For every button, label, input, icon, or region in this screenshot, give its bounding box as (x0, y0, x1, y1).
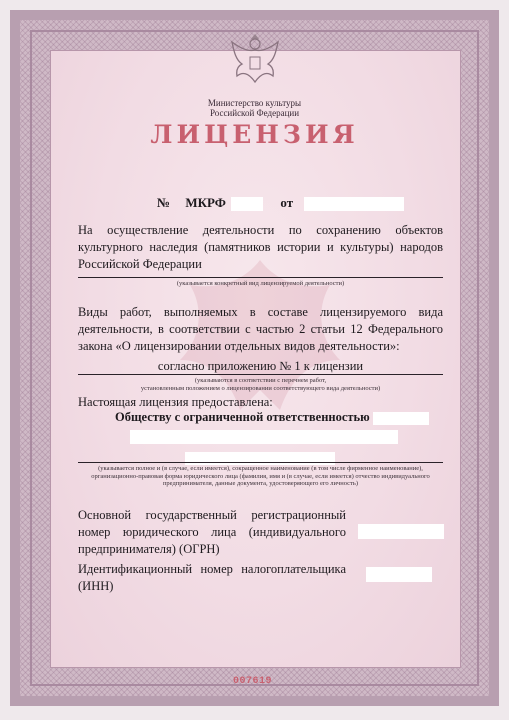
number-sign: № (157, 195, 171, 210)
underline (78, 462, 443, 463)
redacted-address (130, 430, 398, 444)
works-text: Виды работ, выполняемых в составе лицензируемого вида деятельности, в соответствии с частью 2 статьи 12 Федерального закона «О лицензировании отдельных видов деятельности»: (78, 305, 443, 353)
ministry-name (0, 98, 509, 118)
serial-number: 007619 (233, 676, 273, 687)
inn-label-1: Идентификационный номер налогоплательщика (78, 562, 346, 576)
ministry-line-2: Российской Федерации (209, 108, 300, 118)
grantee-name: Обществу с ограниченной ответственностью (115, 410, 370, 424)
redacted-ogrn (358, 524, 444, 539)
coat-of-arms-icon (228, 30, 282, 88)
grantee-caption-2: организационно-правовая форма юридического лица (фамилия, имя и (в случае, если имеется) отчество индивидуального (91, 472, 430, 480)
inn-label-2: (ИНН) (78, 579, 114, 593)
underline (78, 374, 443, 375)
activity-caption: (указывается конкретный вид лицензируемой деятельности) (176, 280, 345, 287)
redacted-details (185, 452, 335, 465)
ogrn-label (78, 507, 346, 558)
redacted-inn (366, 567, 432, 582)
redacted-number (231, 197, 263, 211)
ogrn-label-1: Основной государственный регистрационный (78, 508, 346, 522)
inn-label (78, 561, 346, 595)
ogrn-label-2: номер юридического лица (индивидуального (78, 525, 346, 539)
grantee-name-line (115, 410, 429, 425)
works-caption-1: (указываются в соответствии с перечнем работ, (194, 377, 327, 384)
redacted-date (304, 197, 404, 211)
grantee-caption (78, 465, 443, 488)
activity-text: На осуществление деятельности по сохранению объектов культурного наследия (памятников истории и культуры) народов Российской Федерации (78, 223, 443, 271)
works-caption-2: установленным положением о лицензировании соответствующего вида деятельности) (140, 384, 381, 392)
license-series: МКРФ (185, 195, 226, 210)
ogrn-label-3: предпринимателя) (ОГРН) (78, 542, 220, 556)
underline (78, 277, 443, 278)
grantee-caption-3: предпринимателя, данные документа, удостоверяющего его личность) (162, 480, 359, 487)
date-label: от (280, 195, 294, 210)
ministry-line-1: Министерство культуры (207, 98, 302, 108)
grantee-intro: Настоящая лицензия предоставлена: (78, 395, 273, 409)
license-number-line (157, 195, 404, 211)
document-title: ЛИЦЕНЗИЯ (150, 120, 359, 149)
appendix-text: согласно приложению № 1 к лицензии (157, 359, 364, 373)
redacted-company (373, 412, 429, 425)
works-caption (78, 377, 443, 392)
grantee-caption-1: (указывается полное и (в случае, если имеется), сокращенное наименование (в том числе фирменное наименование), (98, 465, 423, 472)
